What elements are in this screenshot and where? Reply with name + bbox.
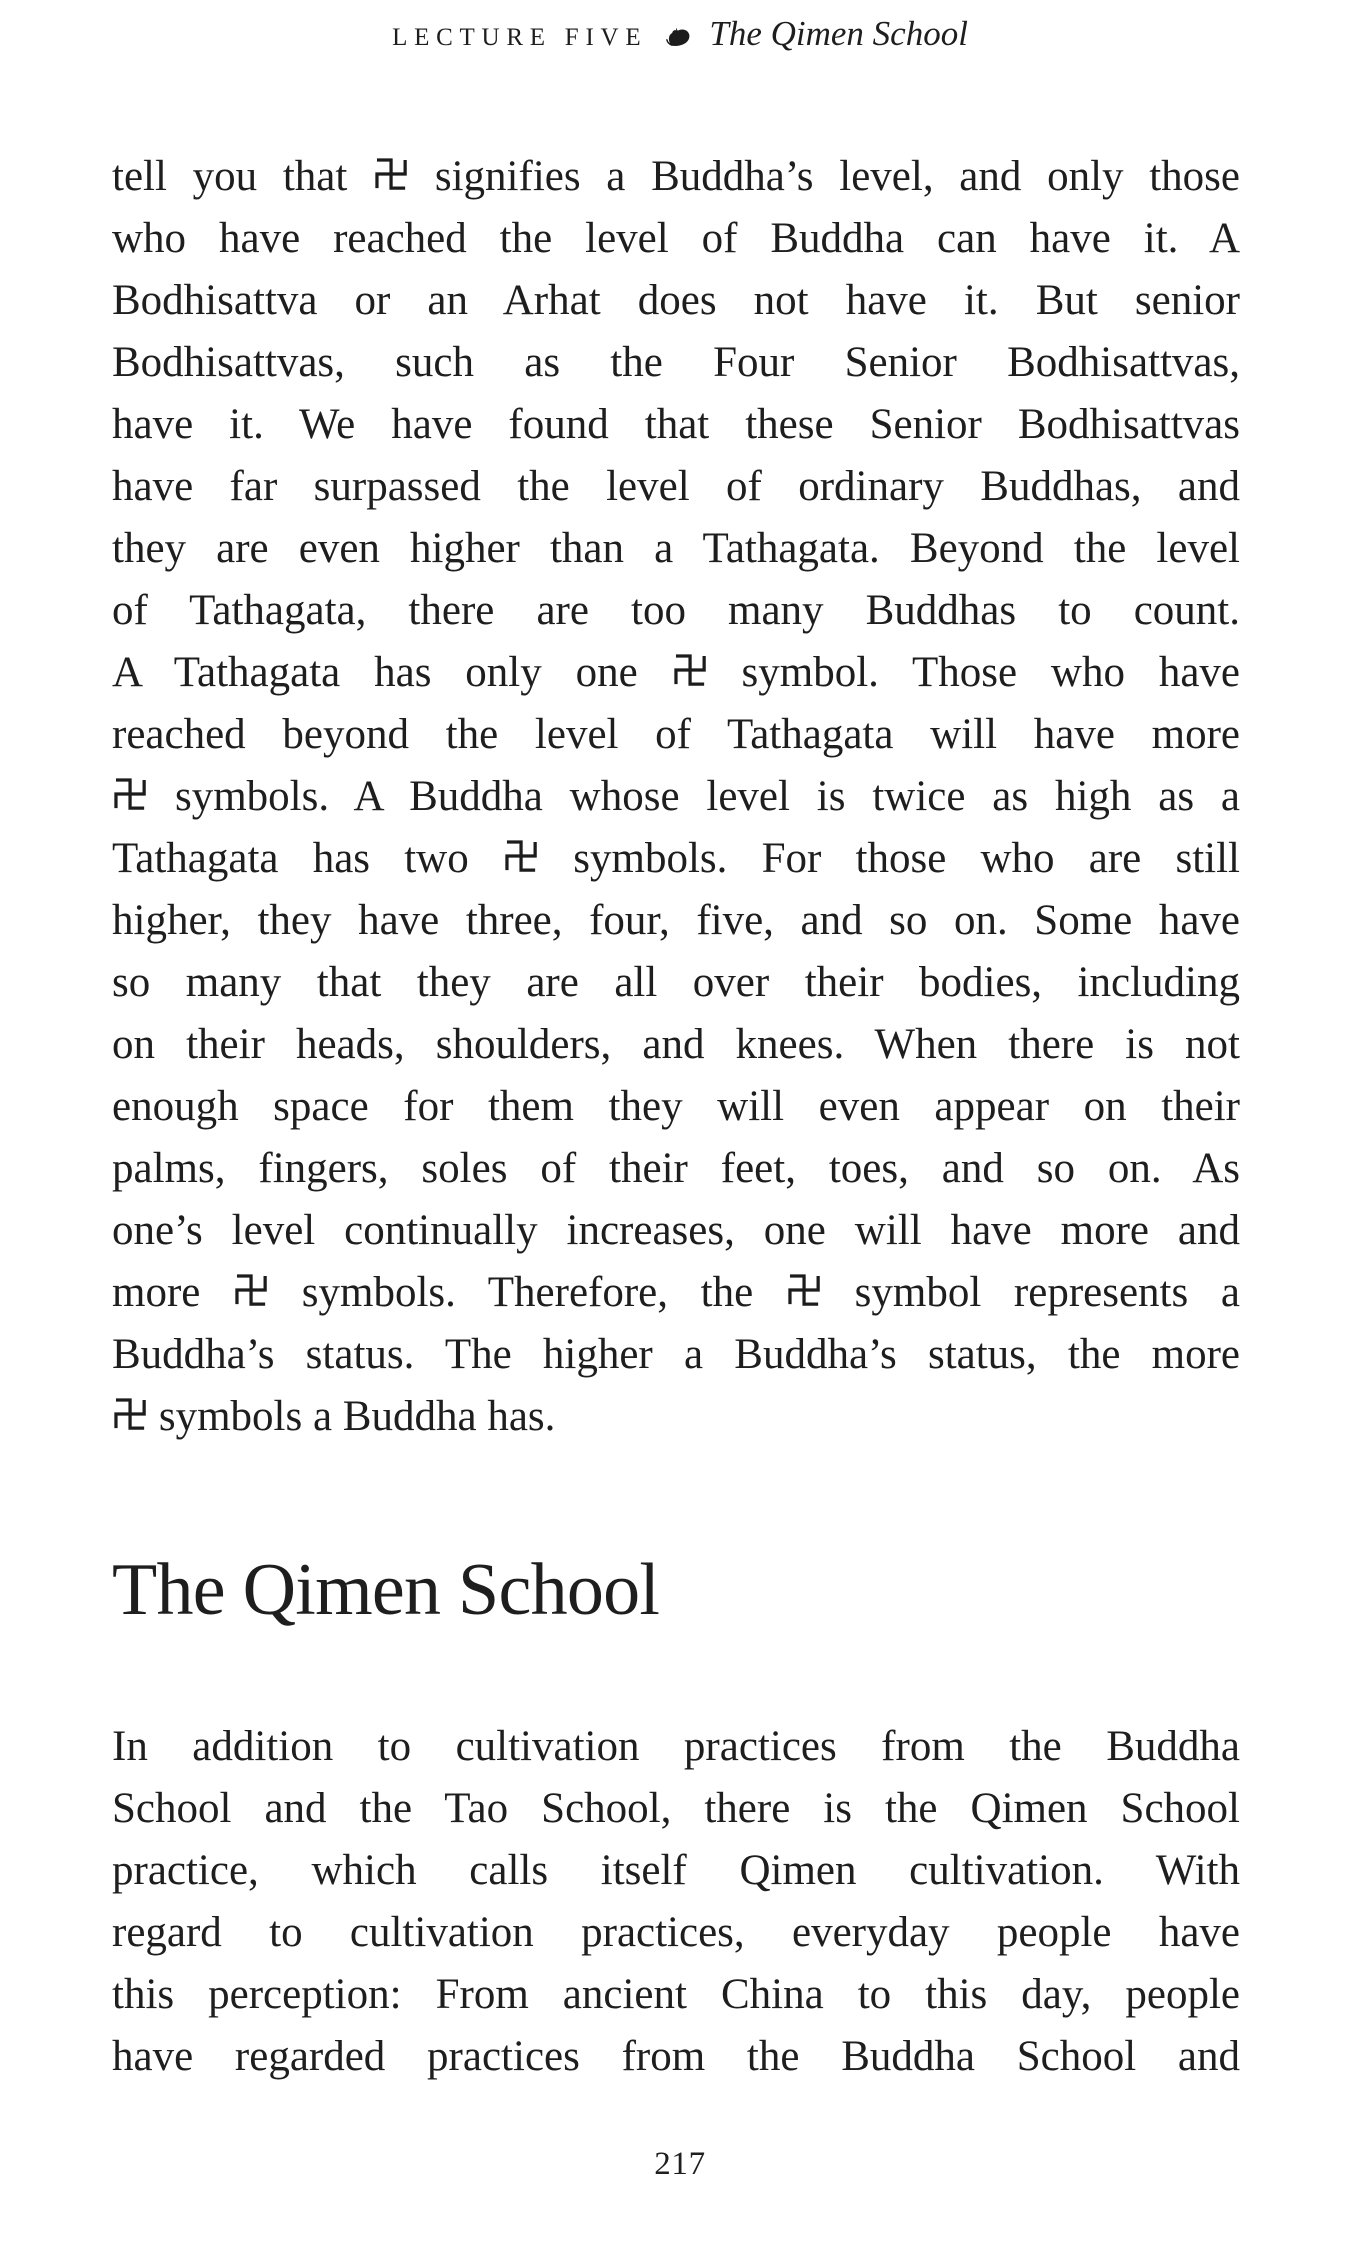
paragraph (112, 146, 1240, 1448)
wan-symbol-glyph (672, 652, 708, 688)
text-line: tell you that signifies a Buddha’s level, and only those (112, 153, 1241, 200)
text-line: School and the Tao School, there is the Qimen School (112, 1785, 1240, 1832)
running-head-lecture-label: LECTURE FIVE (392, 24, 648, 51)
running-head (0, 14, 1360, 54)
page-number: 217 (654, 2146, 706, 2182)
text-line: practice, which calls itself Qimen cultivation. With (112, 1847, 1240, 1894)
wan-symbol-glyph (503, 838, 539, 874)
text-line: have regarded practices from the Buddha School and (112, 2033, 1240, 2080)
text-line: one’s level continually increases, one will have more and (112, 1207, 1240, 1254)
section-heading: The Qimen School (112, 1549, 660, 1631)
text-line: regard to cultivation practices, everyday people have (112, 1909, 1240, 1956)
text-line: A Tathagata has only one symbol. Those who have (112, 649, 1240, 696)
text-line: symbols. A Buddha whose level is twice as high as a (112, 766, 1240, 828)
wan-symbol-glyph (786, 1272, 822, 1308)
text-line: so many that they are all over their bodies, including (112, 959, 1240, 1006)
text-line: have far surpassed the level of ordinary Buddhas, and (112, 463, 1240, 510)
text-line: of Tathagata, there are too many Buddhas to count. (112, 587, 1240, 634)
text-line: have it. We have found that these Senior Bodhisattvas (112, 401, 1240, 448)
wan-symbol-glyph (112, 1396, 148, 1432)
text-line: Bodhisattvas, such as the Four Senior Bodhisattvas, (112, 339, 1240, 386)
text-line: who have reached the level of Buddha can have it. A (112, 215, 1240, 262)
text-line: Buddha’s status. The higher a Buddha’s status, the more (112, 1331, 1240, 1378)
text-line: reached beyond the level of Tathagata will have more (112, 711, 1240, 758)
text-line: enough space for them they will even appear on their (112, 1083, 1240, 1130)
text-line: Tathagata has two symbols. For those who are still (112, 835, 1240, 882)
fleuron-leaf-icon (663, 23, 693, 53)
text-line: symbols a Buddha has. (112, 1386, 1240, 1448)
text-line: on their heads, shoulders, and knees. When there is not (112, 1021, 1240, 1068)
text-line: they are even higher than a Tathagata. Beyond the level (112, 525, 1240, 572)
text-line: this perception: From ancient China to this day, people (112, 1971, 1240, 2018)
paragraph (112, 1716, 1240, 2088)
wan-symbol-glyph (112, 776, 148, 812)
text-line: In addition to cultivation practices from the Buddha (112, 1723, 1240, 1770)
text-line: more symbols. Therefore, the symbol represents a (112, 1269, 1240, 1316)
wan-symbol-glyph (373, 156, 409, 192)
text-line: higher, they have three, four, five, and so on. Some have (112, 897, 1240, 944)
wan-symbol-glyph (233, 1272, 269, 1308)
text-line: palms, fingers, soles of their feet, toes, and so on. As (112, 1145, 1240, 1192)
text-line: Bodhisattva or an Arhat does not have it. But senior (112, 277, 1240, 324)
running-head-chapter-title: The Qimen School (709, 14, 968, 53)
